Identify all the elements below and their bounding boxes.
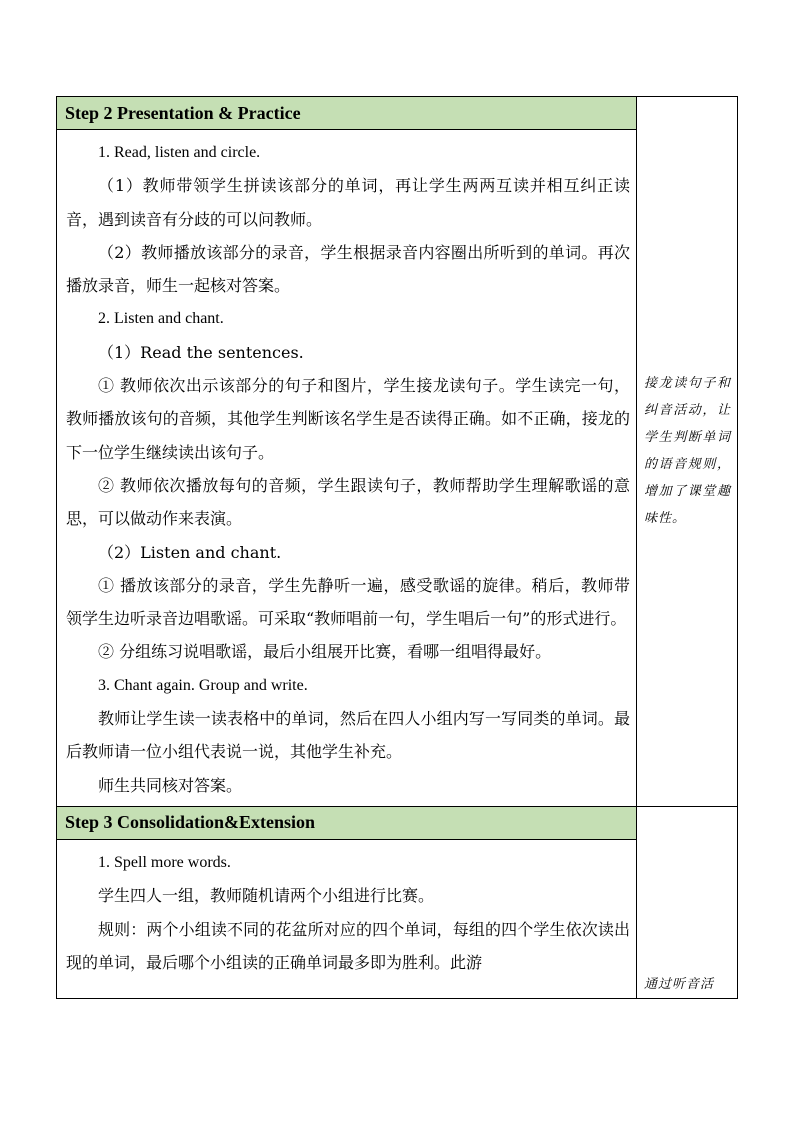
step2-header-row (57, 97, 738, 130)
step2-note-cell (637, 97, 738, 807)
step3-paragraph: 学生四人一组，教师随机请两个小组进行比赛。 (98, 886, 435, 906)
step3-title: Step 3 Consolidation&Extension (65, 812, 316, 833)
step2-content (57, 130, 636, 806)
step3-paragraph: 1. Spell more words. (98, 853, 231, 871)
step2-title: Step 2 Presentation & Practice (65, 102, 301, 123)
step2-note: 接龙读句子和纠音活动，让学生判断单词的语音规则，增加了课堂趣味性。 (644, 376, 731, 526)
step2-paragraph: （1）教师带领学生拼读该部分的单词，再让学生两两互读并相互纠正读音，遇到读音有分歧的可以问教师。 (66, 176, 630, 229)
step2-paragraph: ② 分组练习说唱歌谣，最后小组展开比赛，看哪一组唱得最好。 (98, 642, 552, 662)
step3-content (57, 840, 636, 998)
step3-note: 通过听音活 (644, 976, 715, 992)
lesson-plan-table (56, 96, 738, 999)
step2-paragraph: 2. Listen and chant. (98, 310, 224, 328)
step2-paragraph: ① 播放该部分的录音，学生先静听一遍，感受歌谣的旋律。稍后，教师带领学生边听录音边唱歌谣。可采取“教师唱前一句，学生唱后一句”的形式进行。 (66, 575, 630, 629)
step2-paragraph: （1）Read the sentences. (98, 342, 304, 362)
step2-paragraph: ① 教师依次出示该部分的句子和图片，学生接龙读句子。学生读完一句，教师播放该句的音频，其他学生判断该名学生是否读得正确。如不正确，接龙的下一位学生继续读出该句子。 (66, 376, 630, 462)
step3-body-cell (57, 839, 637, 998)
step2-paragraph: 教师让学生读一读表格中的单词，然后在四人小组内写一写同类的单词。最后教师请一位小组代表说一说，其他学生补充。 (66, 709, 630, 762)
step2-paragraph: （2）教师播放该部分的录音，学生根据录音内容圈出所听到的单词。再次播放录音，师生一起核对答案。 (66, 242, 630, 296)
step3-note-cell (637, 806, 738, 998)
step2-paragraph: 3. Chant again. Group and write. (98, 676, 308, 694)
step2-paragraph: 1. Read, listen and circle. (98, 144, 261, 161)
step2-paragraph: ② 教师依次播放每句的音频，学生跟读句子，教师帮助学生理解歌谣的意思，可以做动作来表演。 (66, 475, 630, 529)
step3-paragraph: 规则：两个小组读不同的花盆所对应的四个单词，每组的四个学生依次读出现的单词，最后哪个小组读的正确单词最多即为胜利。此游 (66, 919, 630, 972)
step3-body-row (57, 839, 738, 998)
step2-body-row (57, 130, 738, 807)
step3-header-cell (57, 806, 637, 839)
step3-header-row (57, 806, 738, 839)
step2-paragraph: （2）Listen and chant. (98, 542, 282, 562)
step2-body-cell (57, 130, 637, 807)
step2-header-cell (57, 97, 637, 130)
step2-paragraph: 师生共同核对答案。 (98, 775, 243, 795)
